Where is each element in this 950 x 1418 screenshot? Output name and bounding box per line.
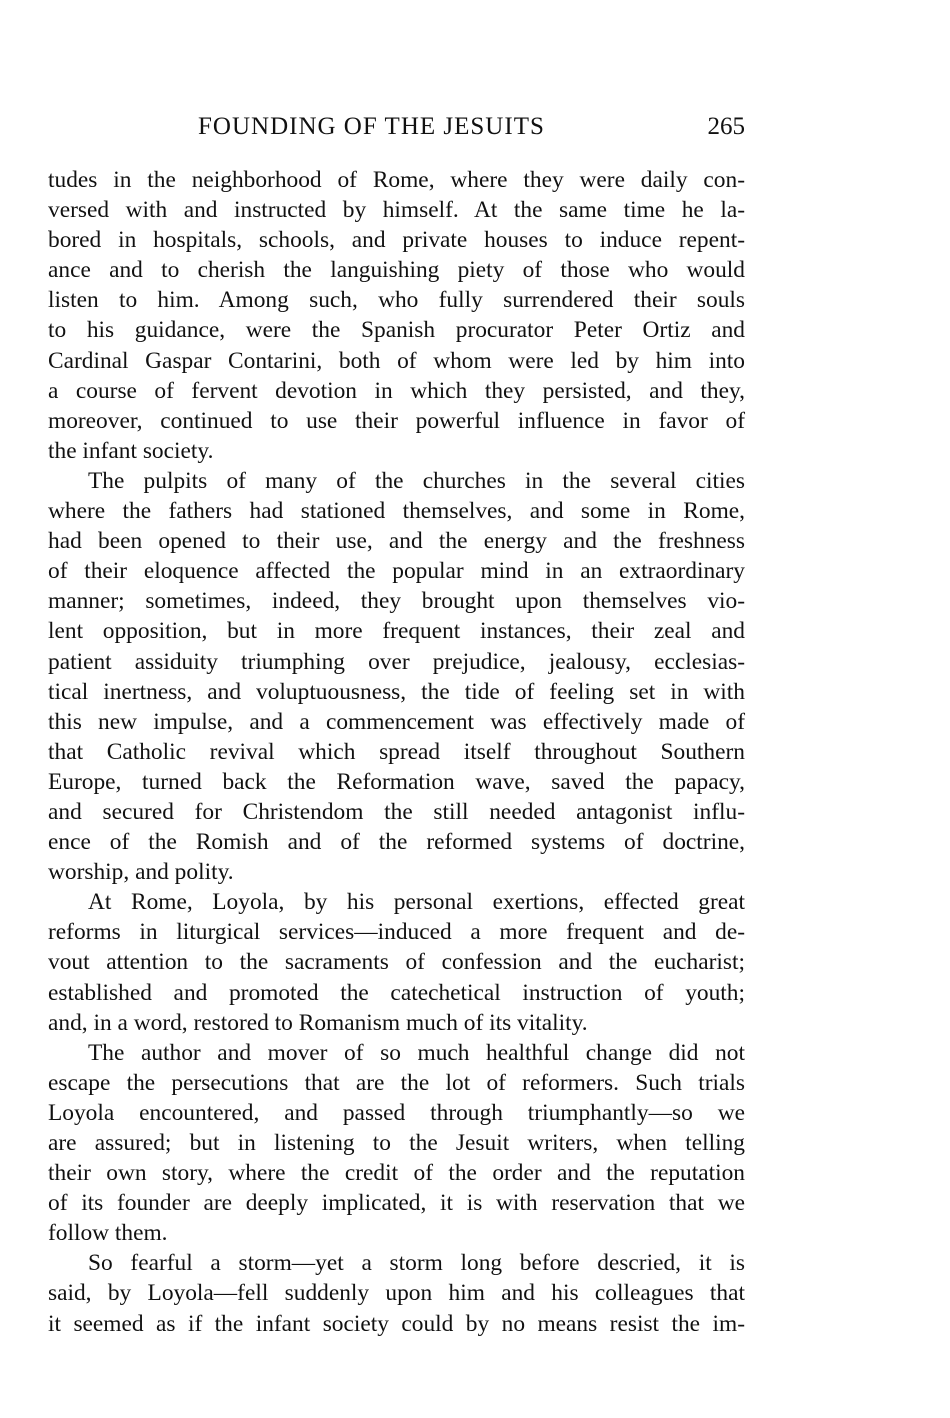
text-line: and, in a word, restored to Romanism much of its vitality. — [48, 1009, 588, 1036]
page-number: 265 — [707, 113, 745, 140]
text-line: are assured; but in listening to the Jesuit writers, when telling — [48, 1130, 745, 1156]
text-line: said, by Loyola—fell suddenly upon him and his colleagues that — [48, 1280, 745, 1307]
text-line: ance and to cherish the languishing piety of those who would — [48, 257, 745, 284]
text-line: that Catholic revival which spread itself throughout Southern — [48, 738, 745, 765]
paragraph-3 — [48, 887, 745, 1037]
text-line: their own story, where the credit of the order and the reputation — [48, 1160, 745, 1187]
text-line: the infant society. — [48, 437, 214, 464]
text-line: where the fathers had stationed themselves, and some in Rome, — [48, 498, 745, 525]
paragraph-2 — [48, 466, 745, 887]
text-line: Loyola encountered, and passed through triumphantly—so we — [48, 1099, 745, 1126]
running-head — [48, 113, 745, 147]
text-line: The pulpits of many of the churches in the several cities — [88, 467, 745, 494]
text-line: moreover, continued to use their powerful influence in favor of — [48, 407, 745, 434]
text-line: ence of the Romish and of the reformed systems of doctrine, — [48, 829, 745, 856]
text-line: bored in hospitals, schools, and private houses to induce repent- — [48, 227, 745, 254]
text-line: lent opposition, but in more frequent instances, their zeal and — [48, 618, 745, 645]
text-line: vout attention to the sacraments of confession and the eucharist; — [48, 949, 745, 976]
text-line: The author and mover of so much healthful change did not — [88, 1039, 745, 1066]
text-line: worship, and polity. — [48, 859, 234, 886]
text-line: patient assiduity triumphing over prejudice, jealousy, ecclesias- — [48, 648, 745, 675]
text-line: tical inertness, and voluptuousness, the tide of feeling set in with — [48, 678, 745, 705]
text-line: to his guidance, were the Spanish procurator Peter Ortiz and — [48, 317, 745, 344]
running-title: FOUNDING OF THE JESUITS — [198, 113, 545, 140]
paragraph-5 — [48, 1248, 745, 1338]
text-line: listen to him. Among such, who fully surrendered their souls — [48, 287, 745, 314]
text-line: escape the persecutions that are the lot of reformers. Such trials — [48, 1069, 745, 1096]
text-line: and secured for Christendom the still needed antagonist influ- — [48, 798, 745, 825]
text-line: Europe, turned back the Reformation wave, saved the papacy, — [48, 768, 745, 795]
text-line: had been opened to their use, and the energy and the freshness — [48, 528, 745, 555]
text-line: follow them. — [48, 1220, 168, 1247]
text-line: Cardinal Gaspar Contarini, both of whom were led by him into — [48, 347, 745, 374]
text-line: tudes in the neighborhood of Rome, where they were daily con- — [48, 167, 745, 193]
body-text — [48, 165, 745, 1339]
text-line: it seemed as if the infant society could by no means resist the im- — [48, 1310, 745, 1337]
text-line: of their eloquence affected the popular mind in an extraordinary — [48, 558, 745, 585]
text-line: this new impulse, and a commencement was effectively made of — [48, 708, 745, 735]
text-line: established and promoted the catechetical instruction of youth; — [48, 979, 745, 1006]
text-line: At Rome, Loyola, by his personal exertions, effected great — [88, 889, 745, 916]
text-line: versed with and instructed by himself. At the same time he la- — [48, 197, 745, 224]
paragraph-1 — [48, 165, 745, 466]
text-line: So fearful a storm—yet a storm long before descried, it is — [88, 1250, 745, 1277]
text-line: of its founder are deeply implicated, it is with reservation that we — [48, 1190, 745, 1217]
text-line: manner; sometimes, indeed, they brought upon themselves vio- — [48, 588, 745, 615]
text-line: a course of fervent devotion in which they persisted, and they, — [48, 377, 745, 404]
paragraph-4 — [48, 1038, 745, 1249]
text-line: reforms in liturgical services—induced a more frequent and de- — [48, 919, 745, 946]
